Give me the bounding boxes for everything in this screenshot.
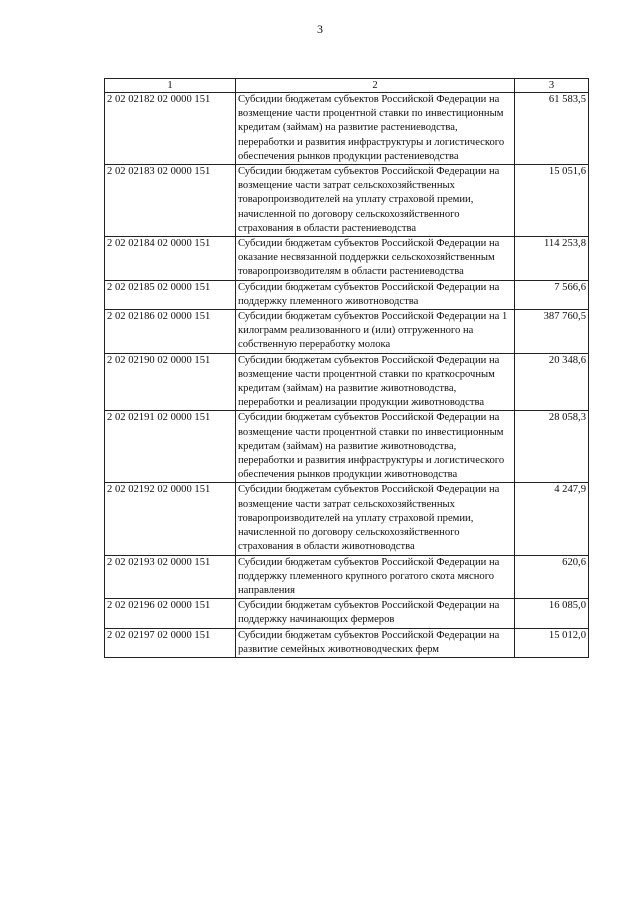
- row-code: 2 02 02183 02 0000 151: [105, 165, 236, 237]
- column-header-description: 2: [236, 79, 515, 93]
- row-description: Субсидии бюджетам субъектов Российской Федерации на возмещение части процентной ставки по инвестиционным кредитам (займам) на развитие животноводства, переработки и развития инфраструктуры и логистического обеспечения рынков продукции животноводства: [236, 411, 515, 483]
- table-row: [105, 93, 589, 165]
- table-row: [105, 353, 589, 411]
- row-code: 2 02 02197 02 0000 151: [105, 628, 236, 657]
- row-description: Субсидии бюджетам субъектов Российской Федерации на развитие семейных животноводческих ферм: [236, 628, 515, 657]
- row-amount: 20 348,6: [515, 353, 589, 411]
- row-description: Субсидии бюджетам субъектов Российской Федерации на поддержку племенного крупного рогатого скота мясного направления: [236, 555, 515, 599]
- row-description: Субсидии бюджетам субъектов Российской Федерации на оказание несвязанной поддержки сельскохозяйственным товаропроизводителям в области растениеводства: [236, 237, 515, 281]
- row-code: 2 02 02191 02 0000 151: [105, 411, 236, 483]
- table-row: [105, 165, 589, 237]
- row-amount: 15 051,6: [515, 165, 589, 237]
- row-code: 2 02 02184 02 0000 151: [105, 237, 236, 281]
- row-description: Субсидии бюджетам субъектов Российской Федерации на возмещение части процентной ставки по краткосрочным кредитам (займам) на развитие животноводства, переработки и реализации продукции животноводства: [236, 353, 515, 411]
- budget-table: [104, 78, 589, 658]
- row-code: 2 02 02185 02 0000 151: [105, 280, 236, 309]
- row-description: Субсидии бюджетам субъектов Российской Федерации на возмещение части затрат сельскохозяйственных товаропроизводителей на уплату страховой премии, начисленной по договору сельскохозяйственного страхования в области животноводства: [236, 483, 515, 555]
- row-description: Субсидии бюджетам субъектов Российской Федерации на поддержку начинающих фермеров: [236, 599, 515, 628]
- row-code: 2 02 02193 02 0000 151: [105, 555, 236, 599]
- row-amount: 61 583,5: [515, 93, 589, 165]
- table-row: [105, 280, 589, 309]
- row-description: Субсидии бюджетам субъектов Российской Федерации на поддержку племенного животноводства: [236, 280, 515, 309]
- row-description: Субсидии бюджетам субъектов Российской Федерации на возмещение части затрат сельскохозяйственных товаропроизводителей на уплату страховой премии, начисленной по договору сельскохозяйственного страхования в области растениеводства: [236, 165, 515, 237]
- column-header-code: 1: [105, 79, 236, 93]
- table-row: [105, 483, 589, 555]
- column-header-amount: 3: [515, 79, 589, 93]
- table-row: [105, 310, 589, 354]
- row-amount: 4 247,9: [515, 483, 589, 555]
- table-row: [105, 599, 589, 628]
- row-code: 2 02 02196 02 0000 151: [105, 599, 236, 628]
- row-amount: 15 012,0: [515, 628, 589, 657]
- row-amount: 28 058,3: [515, 411, 589, 483]
- row-code: 2 02 02192 02 0000 151: [105, 483, 236, 555]
- row-code: 2 02 02182 02 0000 151: [105, 93, 236, 165]
- row-amount: 16 085,0: [515, 599, 589, 628]
- row-code: 2 02 02190 02 0000 151: [105, 353, 236, 411]
- row-code: 2 02 02186 02 0000 151: [105, 310, 236, 354]
- row-amount: 114 253,8: [515, 237, 589, 281]
- row-amount: 387 760,5: [515, 310, 589, 354]
- row-amount: 7 566,6: [515, 280, 589, 309]
- page-number: 3: [317, 22, 323, 36]
- table-header-row: [105, 79, 589, 93]
- row-amount: 620,6: [515, 555, 589, 599]
- row-description: Субсидии бюджетам субъектов Российской Федерации на 1 килограмм реализованного и (или) отгруженного на собственную переработку молока: [236, 310, 515, 354]
- row-description: Субсидии бюджетам субъектов Российской Федерации на возмещение части процентной ставки по инвестиционным кредитам (займам) на развитие растениеводства, переработки и развития инфраструктуры и логистического обеспечения рынков продукции растениеводства: [236, 93, 515, 165]
- table-row: [105, 411, 589, 483]
- table-row: [105, 237, 589, 281]
- table-row: [105, 555, 589, 599]
- table-row: [105, 628, 589, 657]
